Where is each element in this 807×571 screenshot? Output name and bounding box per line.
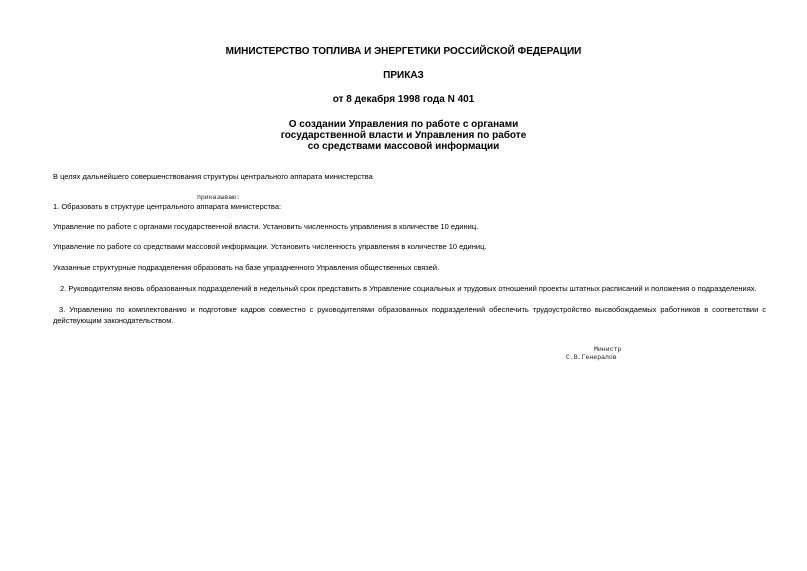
document-date-number: от 8 декабря 1998 года N 401 — [332, 94, 475, 105]
paragraph-1b: Управление по работе со средствами массовой информации. Установить численность управления в количестве 10 единиц. — [53, 242, 487, 251]
title-line-2: государственной власти и Управления по работе — [280, 130, 527, 141]
paragraph-1a: Управление по работе с органами государственной власти. Установить численность управления в количестве 10 единиц. — [53, 222, 479, 231]
paragraph-1c: Указанные структурные подразделения образовать на базе упраздненного Управления общественных связей. — [53, 263, 440, 272]
preamble-paragraph: В целях дальнейшего совершенствования структуры центрального аппарата министерства — [53, 172, 373, 181]
order-word: приказываю: — [197, 194, 240, 201]
paragraph-1: 1. Образовать в структуре центрального аппарата министерства: — [53, 202, 282, 211]
document-title — [0, 119, 807, 152]
paragraph-3: 3. Управлению по комплектованию и подготовке кадров совместно с руководителями образованных подразделений обеспечить трудоустройство высвобождаемых работников в соответствии с действующим законодательством. — [53, 305, 766, 325]
paragraph-2: 2. Руководителям вновь образованных подразделений в недельный срок представить в Управление социальных и трудовых отношений проекты штатных расписаний и положения о подразделениях. — [60, 284, 757, 293]
document-type: ПРИКАЗ — [383, 70, 424, 81]
title-line-1: О создании Управления по работе с органами — [288, 119, 519, 130]
signature-position: Министр — [594, 346, 622, 353]
ministry-heading: МИНИСТЕРСТВО ТОПЛИВА И ЭНЕРГЕТИКИ РОССИЙСКОЙ ФЕДЕРАЦИИ — [225, 46, 582, 57]
title-line-3: со средствами массовой информации — [307, 141, 500, 152]
signature-name: С.В.Генералов — [566, 354, 617, 361]
